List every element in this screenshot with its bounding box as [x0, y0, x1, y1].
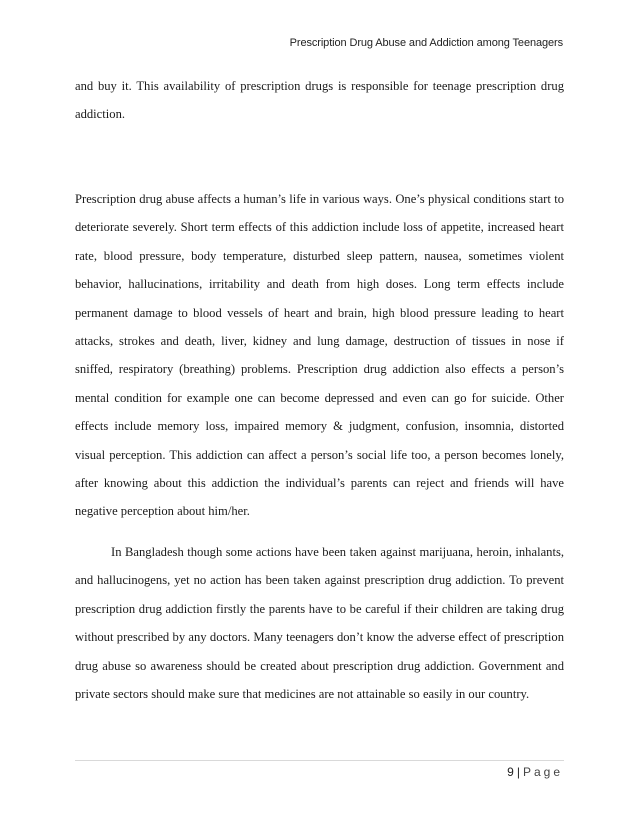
running-header: Prescription Drug Abuse and Addiction among Teenagers	[289, 37, 563, 49]
page-label: Page	[522, 765, 563, 779]
page-number: 9	[507, 765, 514, 779]
page-number-footer	[507, 765, 563, 779]
footer-divider	[75, 760, 564, 761]
paragraph: Prescription drug abuse affects a human’s life in various ways. One’s physical conditions start to deteriorate severely. Short term effects of this addiction include loss of appetite, increased heart rate, blood pressure, body temperature, disturbed sleep pattern, nausea, sometimes violent behavior, hallucinations, irritability and death from high doses. Long term effects include permanent damage to blood vessels of heart and brain, high blood pressure leading to heart attacks, strokes and death, liver, kidney and lung damage, destruction of tissues in nose if sniffed, respiratory (breathing) problems. Prescription drug addiction also effects a person’s mental condition for example one can become depressed and even can go for suicide. Other effects include memory loss, impaired memory & judgment, confusion, insomnia, distorted visual perception. This addiction can affect a person’s social life too, a person becomes lonely, after knowing about this addiction the individual’s parents can reject and friends will have negative perception about him/her.	[75, 192, 564, 519]
page-number-separator: |	[516, 765, 520, 779]
paragraph: and buy it. This availability of prescription drugs is responsible for teenage prescription drug addiction.	[75, 79, 564, 122]
paragraph: In Bangladesh though some actions have been taken against marijuana, heroin, inhalants, and hallucinogens, yet no action has been taken against prescription drug addiction. To prevent prescription drug addiction firstly the parents have to be careful if their children are taking drug without prescribed by any doctors. Many teenagers don’t know the adverse effect of prescription drug abuse so awareness should be created about prescription drug addiction. Government and private sectors should make sure that medicines are not attainable so easily in our country.	[75, 545, 564, 702]
